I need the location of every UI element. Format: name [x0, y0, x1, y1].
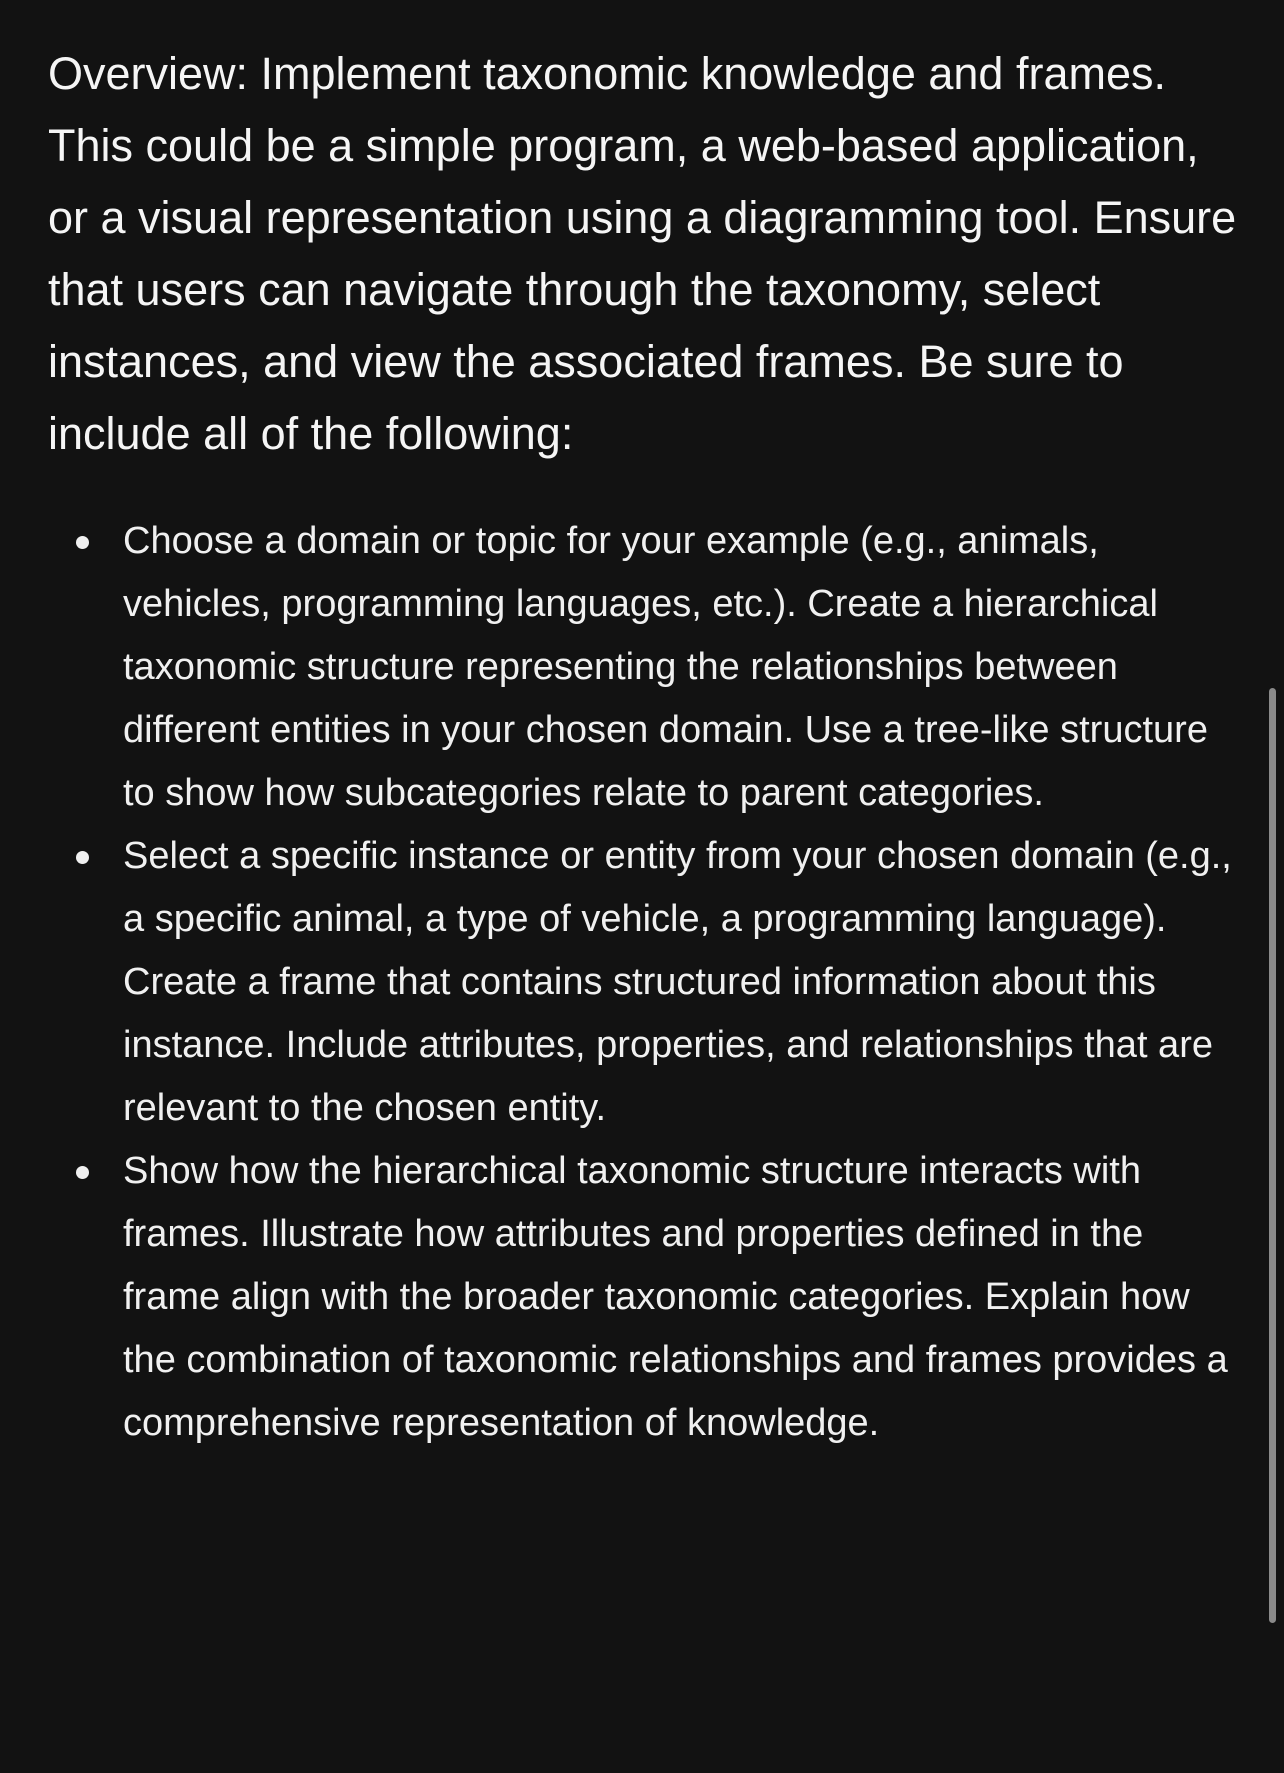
message-content: [48, 38, 1243, 1455]
bullet-icon: [76, 1166, 89, 1179]
list-item: [48, 825, 1243, 1140]
list-item-text: Show how the hierarchical taxonomic structure interacts with frames. Illustrate how attributes and properties defined in the frame align with the broader taxonomic categories. Explain how the combination of taxonomic relationships and frames provides a comprehensive representation of knowledge.: [123, 1150, 1228, 1444]
bullet-icon: [76, 536, 89, 549]
list-item: [48, 1140, 1243, 1455]
bullet-icon: [76, 851, 89, 864]
list-item: [48, 510, 1243, 825]
overview-paragraph: Overview: Implement taxonomic knowledge and frames. This could be a simple program, a web-based application, or a visual representation using a diagramming tool. Ensure that users can navigate through the taxonomy, select instances, and view the associated frames. Be sure to include all of the following:: [48, 48, 1237, 459]
list-item-text: Select a specific instance or entity from your chosen domain (e.g., a specific animal, a type of vehicle, a programming language). Create a frame that contains structured information about this instance. Include attributes, properties, and relationships that are relevant to the chosen entity.: [123, 835, 1232, 1129]
list-item-text: Choose a domain or topic for your example (e.g., animals, vehicles, programming languages, etc.). Create a hierarchical taxonomic structure representing the relationships between different entities in your chosen domain. Use a tree-like structure to show how subcategories relate to parent categories.: [123, 520, 1208, 814]
vertical-scrollbar[interactable]: [1269, 688, 1276, 1623]
requirements-list: [48, 510, 1243, 1455]
